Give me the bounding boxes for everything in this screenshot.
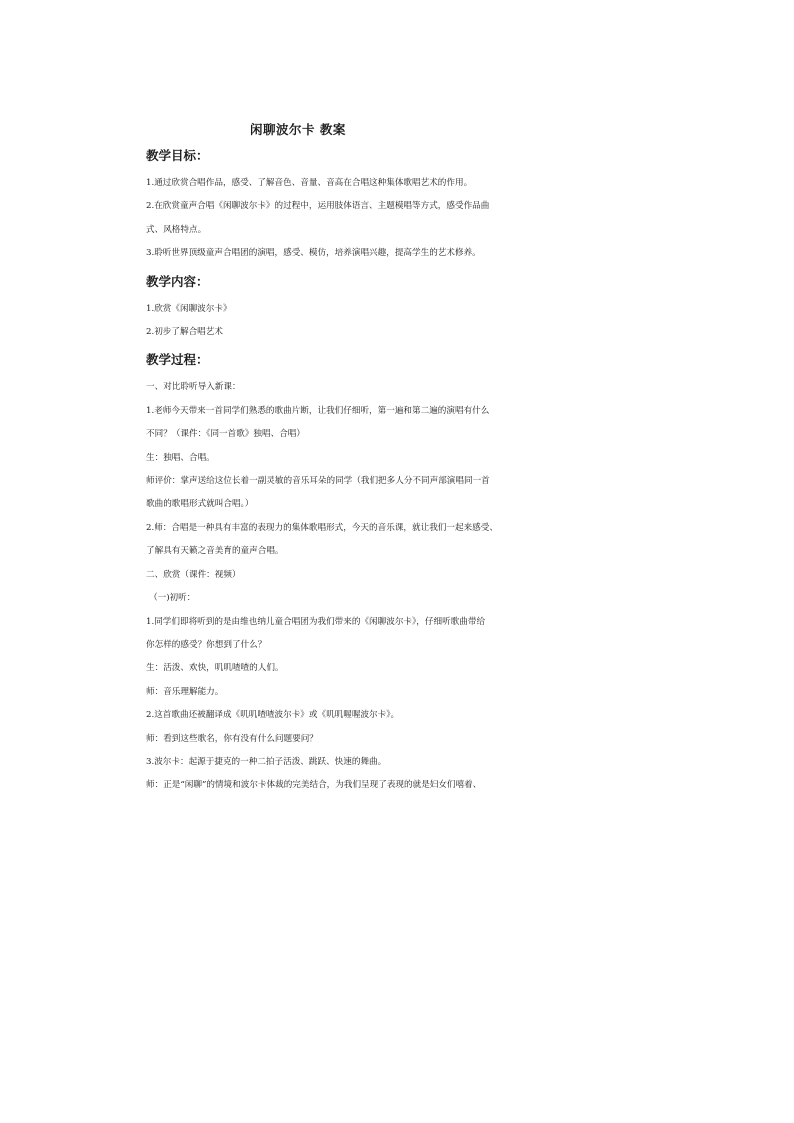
process-line-7: 2.师：合唱是一种具有丰富的表现力的集体歌唱形式，今天的音乐课，就让我们一起来感受、: [146, 522, 498, 533]
process-line-4: 生：独唱、合唱。: [146, 452, 215, 463]
process-line-8: 了解具有天籁之音美育的童声合唱。: [146, 546, 284, 557]
process-line-17: 3.波尔卡：起源于捷克的一种二拍子活泼、跳跃、快速的舞曲。: [146, 756, 387, 767]
process-line-12: 你怎样的感受？你想到了什么？: [146, 639, 267, 650]
process-line-10: （一)初听：: [149, 593, 196, 604]
content-line-2: 2.初步了解合唱艺术: [146, 327, 223, 338]
process-line-13: 生：活泼、欢快，叽叽喳喳的人们。: [146, 663, 284, 674]
process-line-16: 师：看到这些歌名，你有没有什么问题要问？: [146, 733, 318, 744]
process-line-1: 一、对比聆听导入新课：: [146, 382, 241, 393]
document-title: 闲聊波尔卡 教案: [250, 122, 346, 137]
goals-line-2: 2.在欣赏童声合唱《闲聊波尔卡》的过程中，运用肢体语言、主题模唱等方式，感受作品曲: [146, 201, 490, 212]
process-line-6: 歌曲的歌唱形式就叫合唱。）: [146, 499, 254, 510]
content-line-1: 1.欣赏《闲聊波尔卡》: [146, 303, 232, 314]
goals-line-1: 1.通过欣赏合唱作品，感受、了解音色、音量、音高在合唱这种集体歌唱艺术的作用。: [146, 178, 473, 188]
process-line-5: 师评价：掌声送给这位长着一副灵敏的音乐耳朵的同学（我们把多人分不同声部演唱同一首: [146, 476, 490, 487]
process-line-9: 二、欣赏（课件：视频）: [146, 569, 241, 580]
process-line-18: 师：正是“闲聊”的情境和波尔卡体裁的完美结合，为我们呈现了表现的就是妇女们嘻着、: [146, 780, 482, 791]
process-line-3: 不同？（课件：《同一首歌》独唱、合唱）: [146, 429, 305, 440]
process-heading: 教学过程：: [146, 352, 209, 368]
goals-line-3: 式、风格特点。: [146, 224, 207, 235]
goals-heading: 教学目标：: [146, 148, 209, 163]
process-line-15: 2.这首歌曲还被翻译成《叽叽喳喳波尔卡》或《叽叽喔喔波尔卡》。: [146, 710, 400, 721]
process-line-11: 1.同学们即将听到的是由维也纳儿童合唱团为我们带来的《闲聊波尔卡》，仔细听歌曲带给: [146, 616, 486, 627]
lesson-plan: [146, 120, 576, 798]
goals-line-4: 3.聆听世界顶级童声合唱团的演唱，感受、模仿，培养演唱兴趣，提高学生的艺术修养。: [146, 248, 481, 259]
process-line-2: 1.老师今天带来一首同学们熟悉的歌曲片断，让我们仔细听，第一遍和第二遍的演唱有什么: [146, 405, 490, 416]
content-heading: 教学内容：: [146, 273, 209, 289]
process-line-14: 师：音乐理解能力。: [146, 686, 224, 697]
